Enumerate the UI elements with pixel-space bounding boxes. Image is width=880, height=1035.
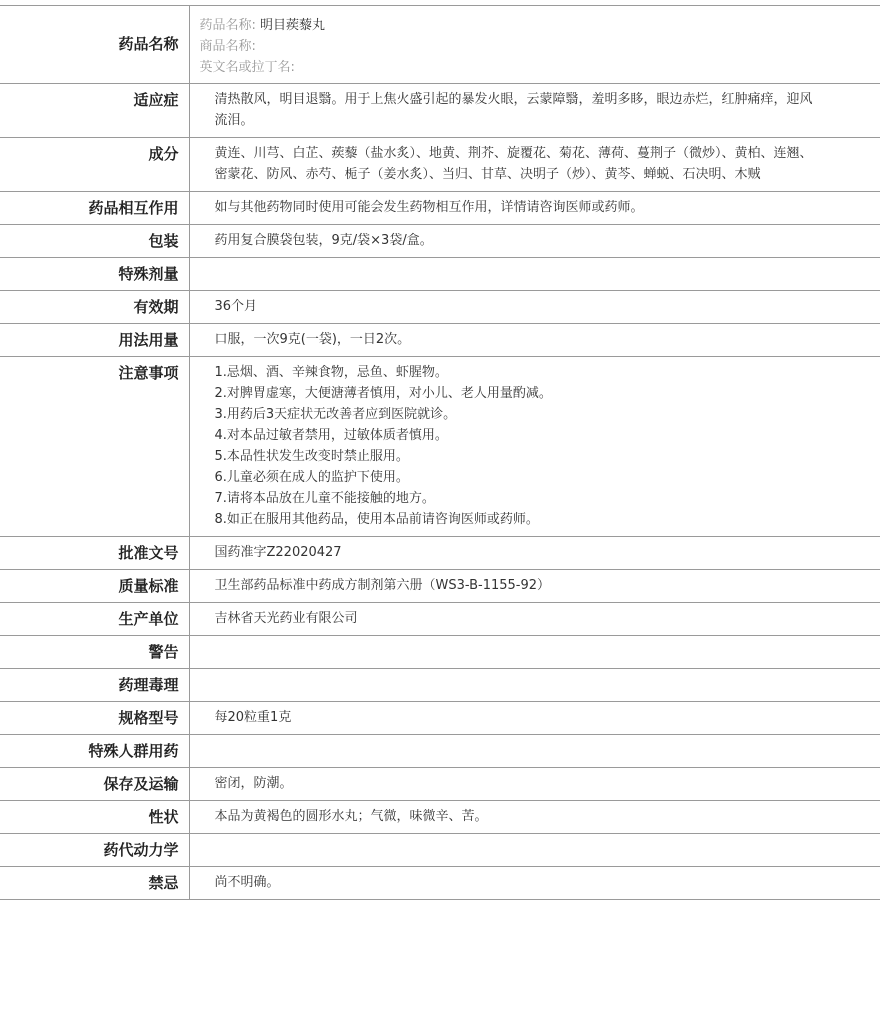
row-label: 特殊人群用药: [0, 735, 189, 768]
row-appearance: [0, 801, 880, 834]
row-standard: [0, 570, 880, 603]
row-value: 清热散风，明目退翳。用于上焦火盛引起的暴发火眼，云蒙障翳，羞明多眵，眼边赤烂，红肿痛痒，迎风流泪。: [214, 92, 813, 128]
row-packaging: [0, 225, 880, 258]
row-value: 尚不明确。: [214, 875, 280, 890]
row-label: 药代动力学: [0, 834, 189, 867]
row-label: 药理毒理: [0, 669, 189, 702]
row-value: 国药准字Z22020427: [214, 545, 342, 560]
row-label: 用法用量: [0, 324, 189, 357]
row-value: 密闭，防潮。: [214, 776, 293, 791]
drug-name-label: 药品名称:: [199, 18, 256, 33]
row-indications: [0, 84, 880, 138]
row-pharmacokinetics: [0, 834, 880, 867]
precaution-item: 8.如正在服用其他药品，使用本品前请咨询医师或药师。: [214, 512, 539, 527]
drug-name-value: 明目蒺藜丸: [260, 18, 326, 33]
precaution-item: 1.忌烟、酒、辛辣食物，忌鱼、虾腥物。: [214, 365, 448, 380]
row-value: [189, 258, 880, 291]
row-label: 有效期: [0, 291, 189, 324]
row-label: 注意事项: [0, 357, 189, 537]
precautions-list: [189, 357, 880, 537]
row-value: [189, 669, 880, 702]
row-value: 药用复合膜袋包装，9克/袋×3袋/盒。: [214, 233, 433, 248]
row-value: 卫生部药品标准中药成方制剂第六册（WS3-B-1155-92）: [214, 578, 551, 593]
row-label: 生产单位: [0, 603, 189, 636]
row-usage: [0, 324, 880, 357]
drug-spec-table: [0, 5, 880, 900]
row-label: 适应症: [0, 84, 189, 138]
name-block: [189, 6, 880, 84]
row-value: [189, 834, 880, 867]
row-contraindications: [0, 867, 880, 900]
row-label: 规格型号: [0, 702, 189, 735]
row-value: 36个月: [214, 299, 258, 314]
row-value: 本品为黄褐色的圆形水丸；气微，味微辛、苦。: [214, 809, 488, 824]
row-label: 药品名称: [0, 6, 189, 84]
row-value: [189, 636, 880, 669]
row-interactions: [0, 192, 880, 225]
row-label: 警告: [0, 636, 189, 669]
row-value: 黄连、川芎、白芷、蒺藜（盐水炙）、地黄、荆芥、旋覆花、菊花、薄荷、蔓荆子（微炒）、黄柏、连翘、密蒙花、防风、赤芍、栀子（姜水炙）、当归、甘草、决明子（炒）、黄芩、蝉蜕、石决明、木贼: [214, 146, 813, 182]
row-label: 成分: [0, 138, 189, 192]
english-name-label: 英文名或拉丁名:: [199, 60, 295, 75]
row-approval: [0, 537, 880, 570]
row-special-groups: [0, 735, 880, 768]
row-manufacturer: [0, 603, 880, 636]
row-warning: [0, 636, 880, 669]
row-label: 质量标准: [0, 570, 189, 603]
row-label: 特殊剂量: [0, 258, 189, 291]
row-value: 吉林省天光药业有限公司: [214, 611, 358, 626]
row-pharmacology: [0, 669, 880, 702]
row-label: 性状: [0, 801, 189, 834]
drug-name-line: [200, 15, 821, 36]
precaution-item: 3.用药后3天症状无改善者应到医院就诊。: [214, 407, 457, 422]
row-ingredients: [0, 138, 880, 192]
precaution-item: 2.对脾胃虚寒，大便溏薄者慎用，对小儿、老人用量酌减。: [214, 386, 552, 401]
row-value: 口服，一次9克(一袋)，一日2次。: [214, 332, 411, 347]
row-spec: [0, 702, 880, 735]
row-special-dosage: [0, 258, 880, 291]
row-label: 保存及运输: [0, 768, 189, 801]
precaution-item: 4.对本品过敏者禁用，过敏体质者慎用。: [214, 428, 448, 443]
precaution-item: 5.本品性状发生改变时禁止服用。: [214, 449, 409, 464]
row-label: 药品相互作用: [0, 192, 189, 225]
row-label: 包装: [0, 225, 189, 258]
trade-name-label: 商品名称:: [199, 39, 256, 54]
precaution-item: 6.儿童必须在成人的监护下使用。: [214, 470, 409, 485]
row-precautions: [0, 357, 880, 537]
row-value: 每20粒重1克: [214, 710, 292, 725]
row-label: 禁忌: [0, 867, 189, 900]
row-value: [189, 735, 880, 768]
precaution-item: 7.请将本品放在儿童不能接触的地方。: [214, 491, 435, 506]
row-label: 批准文号: [0, 537, 189, 570]
row-shelf-life: [0, 291, 880, 324]
row-value: 如与其他药物同时使用可能会发生药物相互作用，详情请咨询医师或药师。: [214, 200, 644, 215]
row-storage: [0, 768, 880, 801]
row-name: [0, 6, 880, 84]
